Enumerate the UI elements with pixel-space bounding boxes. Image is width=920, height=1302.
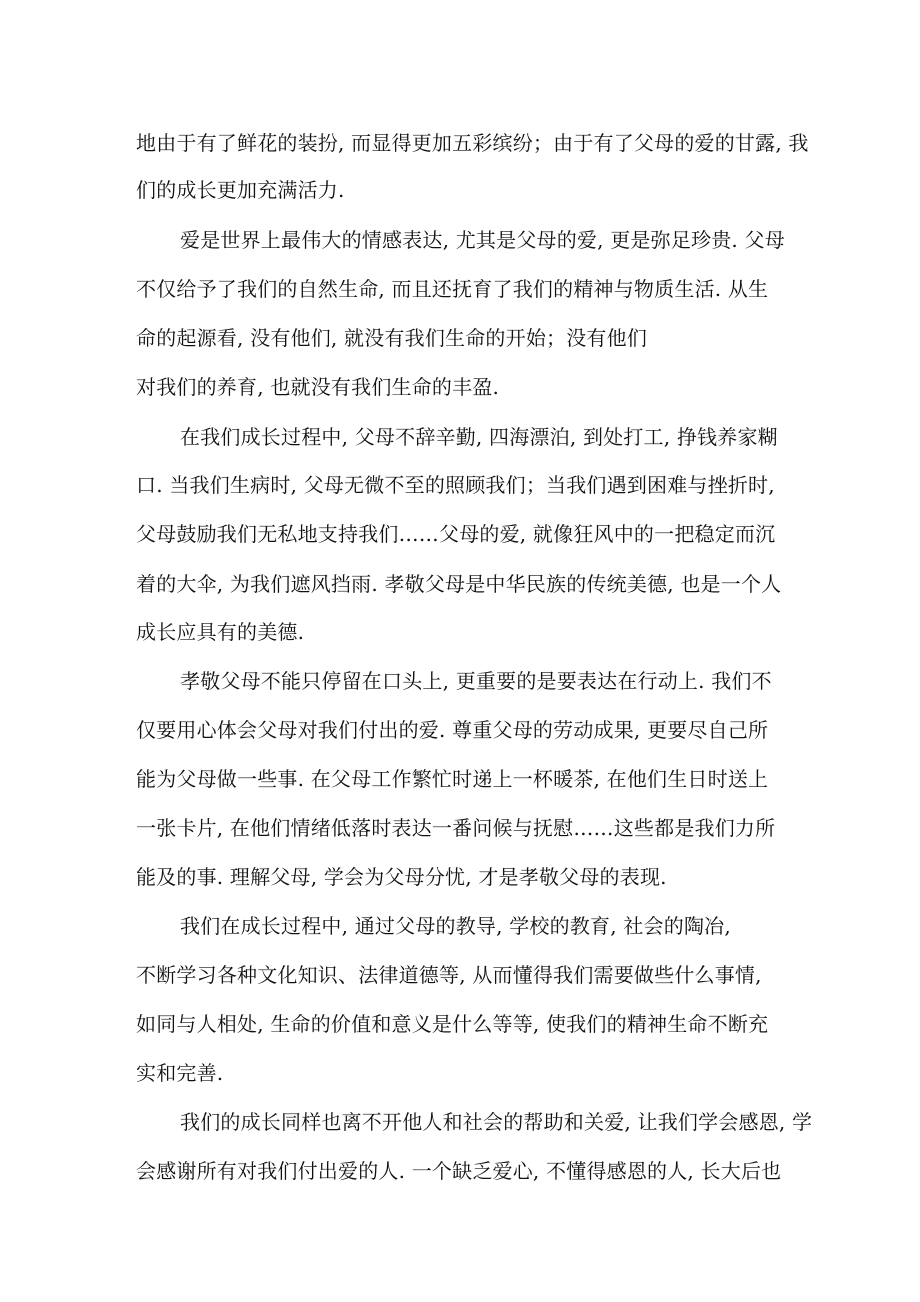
paragraph-start-line: 在我们成长过程中, 父母不辞辛勤, 四海漂泊, 到处打工, 挣钱养家糊 [180, 425, 778, 449]
text-line: 成长应具有的美德. [136, 620, 305, 644]
paragraph-start-line: 孝敬父母不能只停留在口头上, 更重要的是要表达在行动上. 我们不 [180, 669, 772, 693]
text-line: 着的大伞, 为我们遮风挡雨. 孝敬父母是中华民族的传统美德, 也是一个人 [136, 572, 782, 596]
text-line: 能及的事. 理解父母, 学会为父母分忧, 才是孝敬父母的表现. [136, 865, 667, 889]
text-line: 能为父母做一些事. 在父母工作繁忙时递上一杯暖茶, 在他们生日时送上 [136, 767, 769, 791]
text-line: 如同与人相处, 生命的价值和意义是什么等等, 使我们的精神生命不断充 [136, 1012, 769, 1036]
text-line: 父母鼓励我们无私地支持我们……父母的爱, 就像狂风中的一把稳定而沉 [136, 522, 776, 546]
text-line: 地由于有了鲜花的装扮, 而显得更加五彩缤纷；由于有了父母的爱的甘露, 我 [136, 131, 809, 155]
paragraph-start-line: 爱是世界上最伟大的情感表达, 尤其是父母的爱, 更是弥足珍贵. 父母 [180, 228, 785, 252]
text-line: 们的成长更加充满活力. [136, 178, 345, 202]
paragraph-start-line: 我们的成长同样也离不开他人和社会的帮助和关爱, 让我们学会感恩, 学 [180, 1110, 813, 1134]
paragraph-start-line: 我们在成长过程中, 通过父母的教导, 学校的教育, 社会的陶冶, [180, 914, 731, 938]
text-line: 对我们的养育, 也就没有我们生命的丰盈. [136, 375, 500, 399]
text-line: 不仅给予了我们的自然生命, 而且还抚育了我们的精神与物质生活. 从生 [136, 277, 769, 301]
text-line: 一张卡片, 在他们情绪低落时表达一番问候与抚慰……这些都是我们力所 [136, 816, 776, 840]
text-line: 口. 当我们生病时, 父母无微不至的照顾我们；当我们遇到困难与挫折时, [136, 473, 775, 497]
text-line: 不断学习各种文化知识、法律道德等, 从而懂得我们需要做些什么事情, [136, 963, 762, 987]
text-line: 命的起源看, 没有他们, 就没有我们生命的开始；没有他们 [136, 326, 648, 350]
text-line: 仅要用心体会父母对我们付出的爱. 尊重父母的劳动成果, 更要尽自己所 [136, 718, 769, 742]
text-line: 会感谢所有对我们付出爱的人. 一个缺乏爱心, 不懂得感恩的人, 长大后也 [136, 1159, 782, 1183]
text-line: 实和完善. [136, 1061, 224, 1085]
